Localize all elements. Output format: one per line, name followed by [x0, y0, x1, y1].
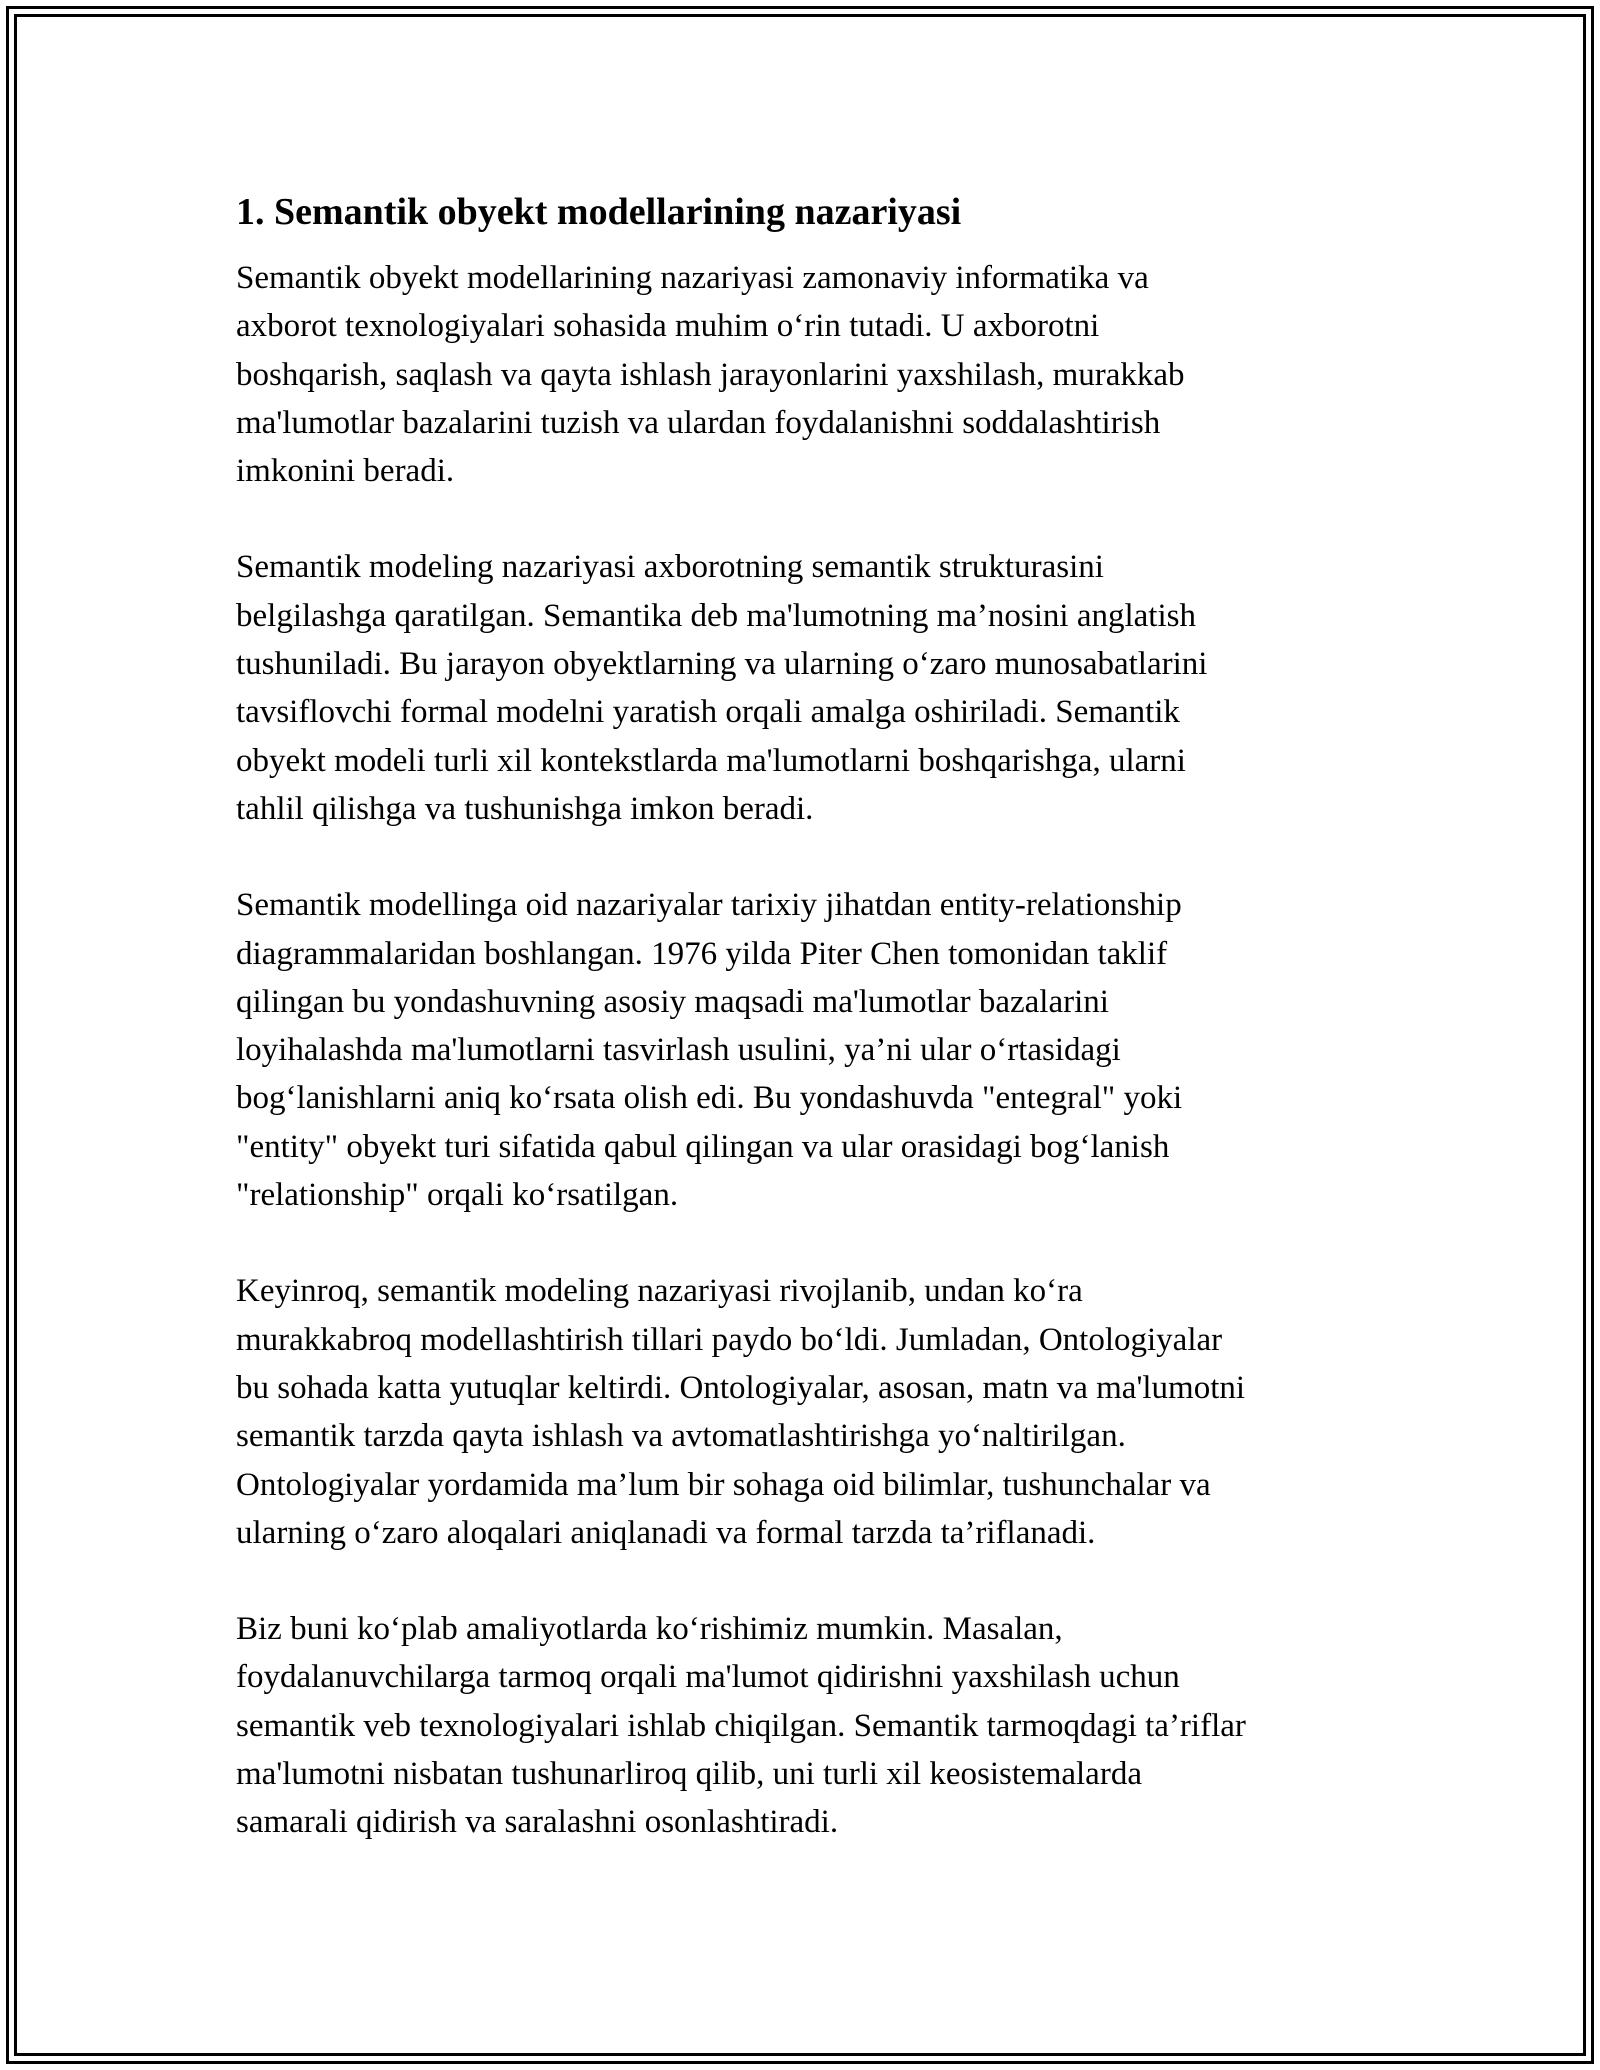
paragraph-line: imkonini beradi.	[236, 453, 455, 490]
paragraph-line: qilingan bu yondashuvning asosiy maqsadi ma'lumotlar bazalarini	[236, 983, 1109, 1020]
paragraph-line: ularning o‘zaro aloqalari aniqlanadi va formal tarzda ta’riflanadi.	[236, 1514, 1096, 1551]
paragraph-line: tushuniladi. Bu jarayon obyektlarning va ularning o‘zaro munosabatlarini	[236, 646, 1208, 683]
paragraph-line: Semantik modeling nazariyasi axborotning semantik strukturasini	[236, 549, 1104, 586]
paragraph-line: boshqarish, saqlash va qayta ishlash jarayonlarini yaxshilash, murakkab	[236, 356, 1185, 393]
paragraph-line: Keyinroq, semantik modeling nazariyasi rivojlanib, undan ko‘ra	[236, 1273, 1083, 1310]
paragraph-2	[236, 543, 1386, 833]
section-heading: 1. Semantik obyekt modellarining nazariyasi	[236, 191, 962, 233]
paragraph-line: loyihalashda ma'lumotlarni tasvirlash usulini, ya’ni ular o‘rtasidagi	[236, 1032, 1121, 1069]
paragraph-line: "entity" obyekt turi sifatida qabul qilingan va ular orasidagi bog‘lanish	[236, 1128, 1170, 1165]
paragraph-4	[236, 1267, 1386, 1557]
paragraph-line: Semantik modellinga oid nazariyalar tarixiy jihatdan entity-relationship	[236, 887, 1182, 924]
paragraph-line: Ontologiyalar yordamida ma’lum bir sohaga oid bilimlar, tushunchalar va	[236, 1466, 1211, 1503]
paragraph-line: semantik tarzda qayta ishlash va avtomatlashtirishga yo‘naltirilgan.	[236, 1418, 1126, 1455]
paragraph-line: ma'lumotni nisbatan tushunarliroq qilib, uni turli xil keosistemalarda	[236, 1756, 1142, 1793]
paragraph-line: diagrammalaridan boshlangan. 1976 yilda Piter Chen tomonidan taklif	[236, 935, 1168, 972]
paragraph-line: semantik veb texnologiyalari ishlab chiqilgan. Semantik tarmoqdagi ta’riflar	[236, 1707, 1246, 1744]
paragraph-line: foydalanuvchilarga tarmoq orqali ma'lumot qidirishni yaxshilash uchun	[236, 1659, 1180, 1696]
paragraph-line: bog‘lanishlarni aniq ko‘rsata olish edi. Bu yondashuvda "entegral" yoki	[236, 1080, 1183, 1117]
paragraph-5	[236, 1605, 1386, 1846]
paragraph-line: "relationship" orqali ko‘rsatilgan.	[236, 1177, 679, 1214]
paragraph-line: ma'lumotlar bazalarini tuzish va ulardan foydalanishni soddalashtirish	[236, 404, 1161, 441]
paragraph-1	[236, 254, 1386, 495]
paragraph-line: Biz buni ko‘plab amaliyotlarda ko‘rishimiz mumkin. Masalan,	[236, 1611, 1063, 1648]
paragraph-3	[236, 881, 1386, 1219]
paragraph-line: axborot texnologiyalari sohasida muhim o‘rin tutadi. U axborotni	[236, 308, 1100, 345]
paragraph-line: bu sohada katta yutuqlar keltirdi. Ontologiyalar, asosan, matn va ma'lumotni	[236, 1369, 1246, 1406]
paragraph-line: Semantik obyekt modellarining nazariyasi zamonaviy informatika va	[236, 260, 1149, 296]
paragraph-line: samarali qidirish va saralashni osonlashtiradi.	[236, 1804, 839, 1841]
paragraph-line: belgilashga qaratilgan. Semantika deb ma'lumotning ma’nosini anglatish	[236, 597, 1196, 634]
document-body	[236, 186, 1386, 1895]
paragraph-line: tavsiflovchi formal modelni yaratish orqali amalga oshiriladi. Semantik	[236, 694, 1180, 731]
paragraph-line: murakkabroq modellashtirish tillari paydo bo‘ldi. Jumladan, Ontologiyalar	[236, 1321, 1223, 1358]
paragraph-line: tahlil qilishga va tushunishga imkon beradi.	[236, 790, 814, 827]
paragraph-line: obyekt modeli turli xil kontekstlarda ma'lumotlarni boshqarishga, ularni	[236, 742, 1186, 779]
